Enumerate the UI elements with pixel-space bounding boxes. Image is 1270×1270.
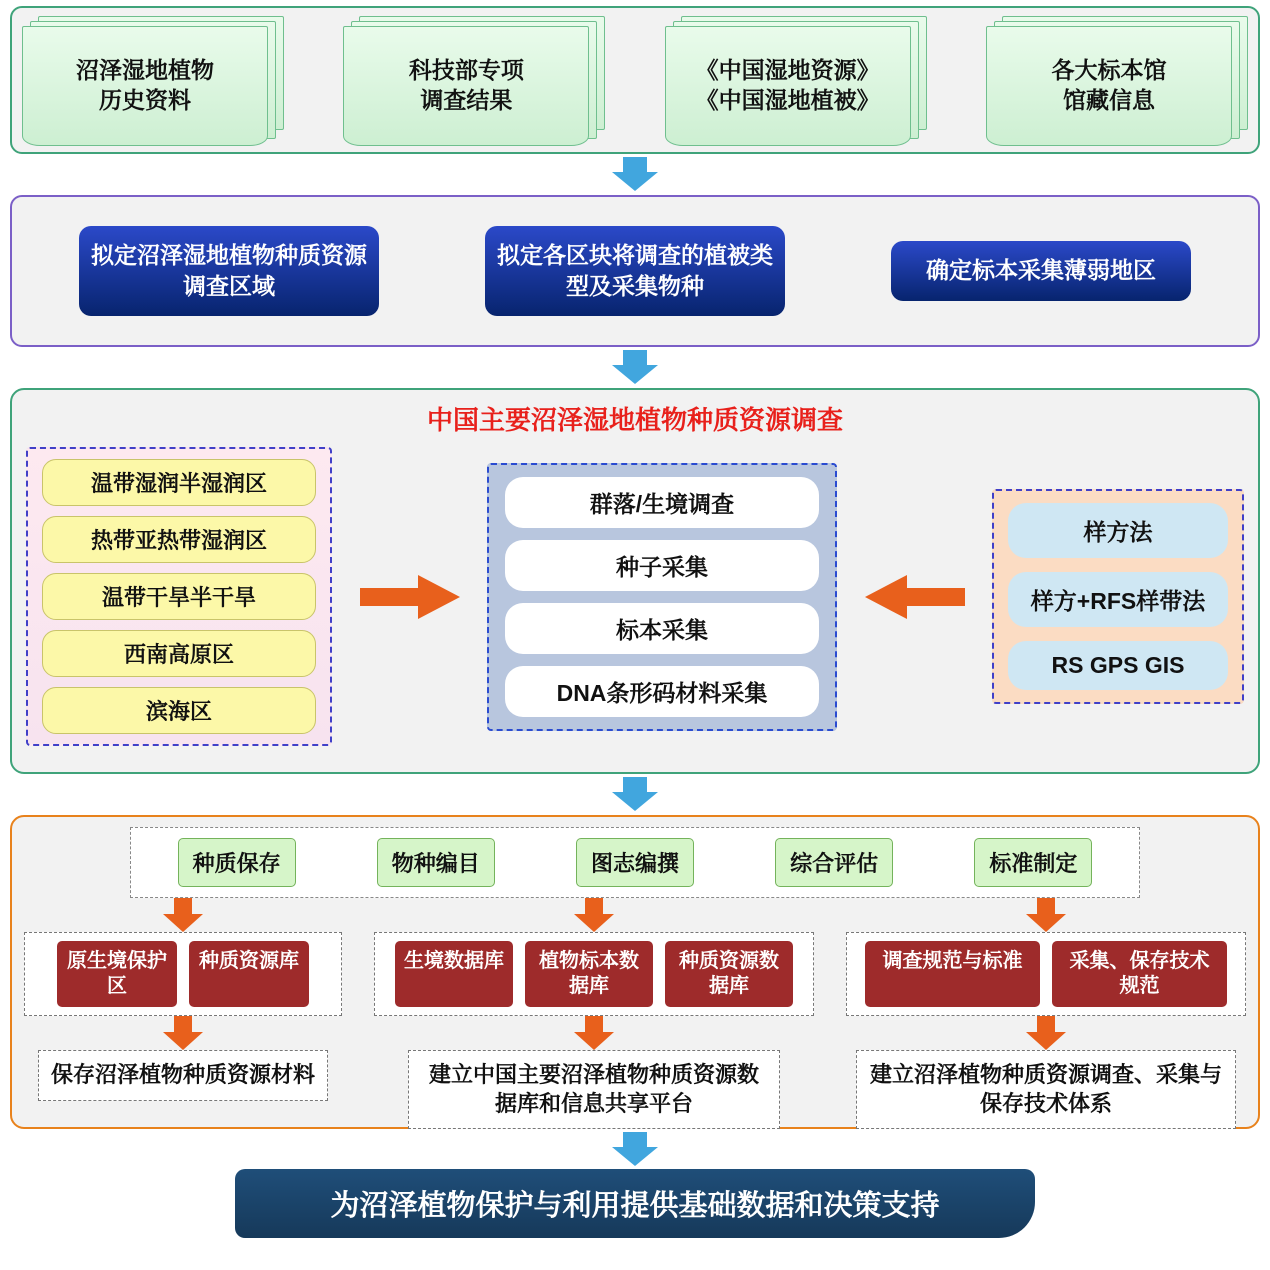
flow-arrow-plan-to-survey (612, 350, 658, 384)
arrow-stem (360, 588, 422, 606)
plan-box-weak-areas: 确定标本采集薄弱地区 (891, 241, 1191, 300)
source-label-4-line1: 各大标本馆 (1051, 57, 1167, 84)
region-item-4: 滨海区 (42, 687, 316, 734)
flow-arrow-regions-to-tasks (360, 575, 460, 619)
arrow-stem (174, 1016, 192, 1033)
source-label-3 (690, 56, 886, 116)
task-item-0: 群落/生境调查 (505, 477, 819, 528)
section-outputs (10, 815, 1260, 1129)
source-label-2-line1: 科技部专项 (408, 57, 524, 84)
arrow-head (612, 1147, 658, 1166)
flow-arrow-activity-to-group3 (1026, 898, 1066, 932)
group-preservation (24, 932, 342, 1016)
outputs-column-1 (24, 898, 342, 1101)
arrow-stem (1037, 1016, 1055, 1033)
activity-standard-setting: 标准制定 (974, 838, 1092, 887)
db-germplasm-resources: 种质资源数据库 (665, 941, 793, 1007)
source-document-1 (22, 16, 284, 144)
activities-group (130, 827, 1140, 898)
source-label-4 (1045, 56, 1172, 116)
source-document-4 (986, 16, 1248, 144)
arrow-stem (174, 898, 192, 915)
conclusion-banner: 为沼泽植物保护与利用提供基础数据和决策支持 (235, 1169, 1035, 1238)
arrow-stem (623, 350, 647, 366)
sheet-front (665, 26, 911, 146)
flow-arrow-group2-to-result2 (574, 1016, 614, 1050)
survey-title: 中国主要沼泽湿地植物种质资源调查 (426, 405, 843, 435)
arrow-head (1026, 914, 1066, 932)
arrow-stem (623, 157, 647, 173)
flow-arrow-sources-to-plan (612, 157, 658, 191)
arrow-stem (585, 1016, 603, 1033)
region-item-0: 温带湿润半湿润区 (42, 459, 316, 506)
region-item-1: 热带亚热带湿润区 (42, 516, 316, 563)
source-label-2-line2: 调查结果 (420, 87, 513, 113)
arrow-head (163, 1032, 203, 1050)
method-item-1: 样方+RFS样带法 (1008, 572, 1228, 627)
flow-arrow-methods-to-tasks (865, 575, 965, 619)
flow-arrow-outputs-to-conclusion (612, 1132, 658, 1166)
db-habitat: 生境数据库 (395, 941, 513, 1007)
survey-columns (26, 447, 1244, 746)
source-label-1-line1: 沼泽湿地植物 (76, 57, 214, 84)
arrow-stem (623, 777, 647, 793)
survey-methods-group (992, 489, 1244, 704)
activity-germplasm-preservation: 种质保存 (178, 838, 296, 887)
arrow-head (574, 914, 614, 932)
task-item-1: 种子采集 (505, 540, 819, 591)
source-label-1 (70, 56, 220, 116)
db-germplasm-bank: 种质资源库 (189, 941, 309, 1007)
db-specimen: 植物标本数据库 (525, 941, 653, 1007)
source-label-4-line2: 馆藏信息 (1062, 87, 1155, 113)
survey-tasks-group (487, 463, 837, 731)
arrow-head (612, 172, 658, 191)
plan-box-survey-area: 拟定沼泽湿地植物种质资源调查区域 (79, 226, 379, 316)
activity-species-catalog: 物种编目 (377, 838, 495, 887)
section-survey (10, 388, 1260, 774)
group-databases (374, 932, 814, 1016)
arrow-stem (1037, 898, 1055, 915)
outputs-middle-row (24, 898, 1246, 1129)
sheet-front (343, 26, 589, 146)
flow-arrow-group1-to-result1 (163, 1016, 203, 1050)
flow-arrow-activity-to-group2 (574, 898, 614, 932)
arrow-head (1026, 1032, 1066, 1050)
survey-regions-group (26, 447, 332, 746)
task-item-2: 标本采集 (505, 603, 819, 654)
outputs-column-2 (374, 898, 814, 1129)
arrow-head (612, 365, 658, 384)
sheet-front (22, 26, 268, 146)
flow-arrow-group3-to-result3 (1026, 1016, 1066, 1050)
flow-arrow-activity-to-group1 (163, 898, 203, 932)
plan-box-vegetation-species: 拟定各区块将调查的植被类型及采集物种 (485, 226, 785, 316)
arrow-head (612, 792, 658, 811)
activity-atlas-compilation: 图志编撰 (576, 838, 694, 887)
section-planning (10, 195, 1260, 347)
activity-comprehensive-assessment: 综合评估 (775, 838, 893, 887)
arrow-head (574, 1032, 614, 1050)
source-label-1-line2: 历史资料 (99, 87, 191, 113)
section-data-sources (10, 6, 1260, 154)
method-item-2: RS GPS GIS (1008, 641, 1228, 690)
sheet-front (986, 26, 1232, 146)
arrow-stem (623, 1132, 647, 1148)
std-survey-norms: 调查规范与标准 (865, 941, 1040, 1007)
method-item-0: 样方法 (1008, 503, 1228, 558)
task-item-3: DNA条形码材料采集 (505, 666, 819, 717)
arrow-stem (585, 898, 603, 915)
arrow-head (418, 575, 460, 619)
arrow-stem (903, 588, 965, 606)
source-document-2 (343, 16, 605, 144)
outputs-column-3 (846, 898, 1246, 1129)
result-database-platform: 建立中国主要沼泽植物种质资源数据库和信息共享平台 (408, 1050, 780, 1129)
region-item-3: 西南高原区 (42, 630, 316, 677)
group-standards (846, 932, 1246, 1016)
source-document-3 (665, 16, 927, 144)
source-label-3-line1: 《中国湿地资源》 (695, 57, 880, 84)
source-label-2 (403, 56, 530, 116)
result-preservation: 保存沼泽植物种质资源材料 (38, 1050, 328, 1101)
result-technical-system: 建立沼泽植物种质资源调查、采集与保存技术体系 (856, 1050, 1236, 1129)
arrow-head (163, 914, 203, 932)
db-in-situ-reserve: 原生境保护区 (57, 941, 177, 1007)
region-item-2: 温带干旱半干旱 (42, 573, 316, 620)
flow-arrow-survey-to-outputs (612, 777, 658, 811)
std-collection-preservation: 采集、保存技术规范 (1052, 941, 1227, 1007)
arrow-head (865, 575, 907, 619)
source-label-3-line2: 《中国湿地植被》 (695, 87, 880, 113)
